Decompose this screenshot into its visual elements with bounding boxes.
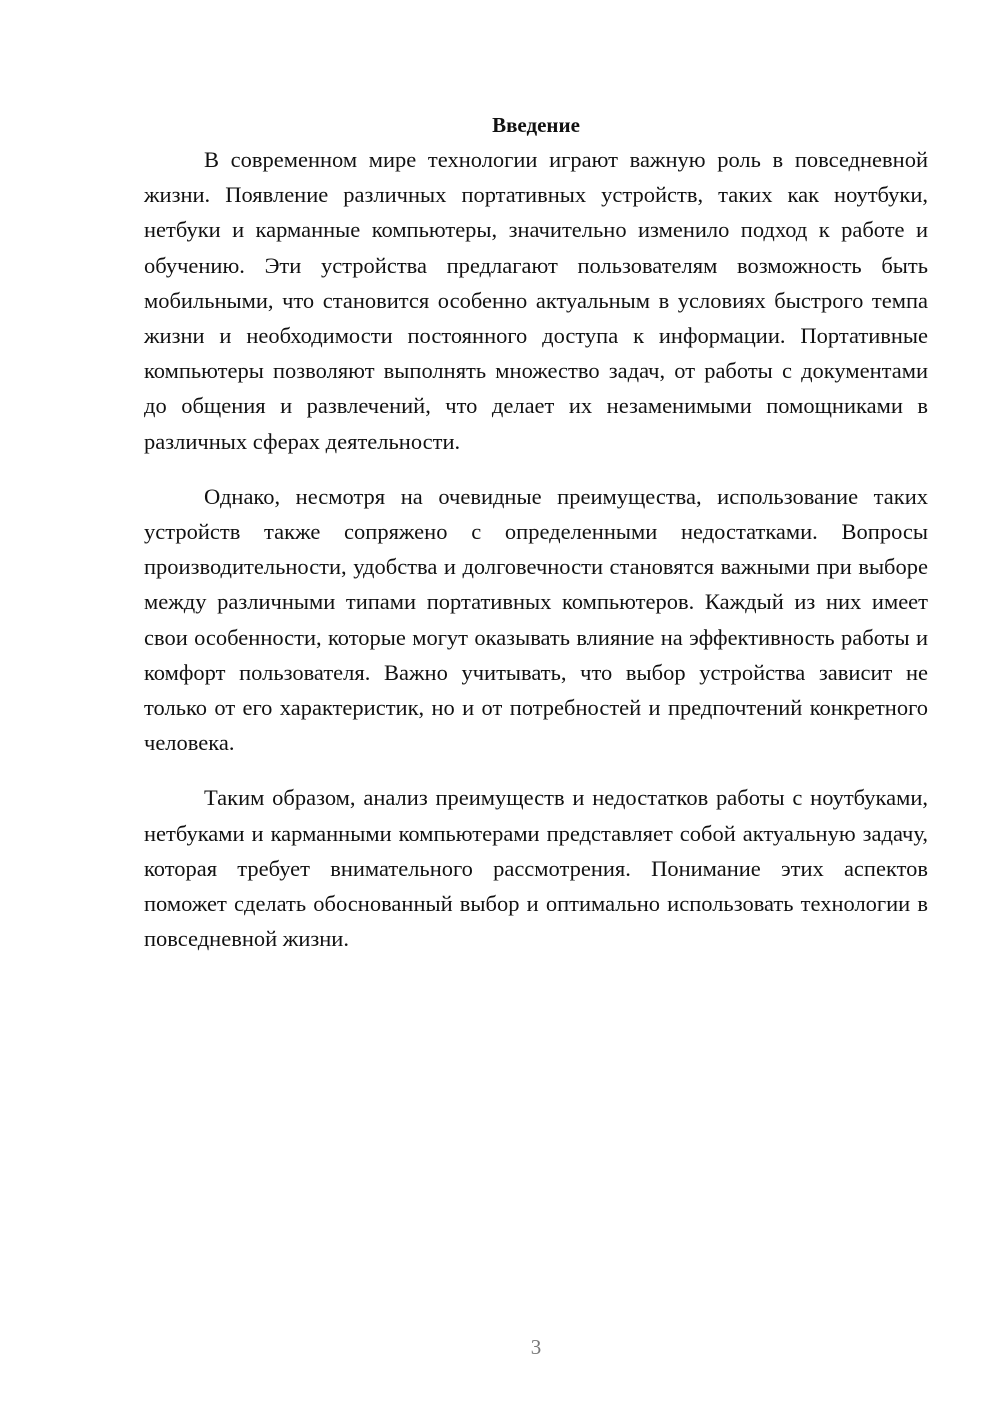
page-number: 3 [530,1335,542,1359]
section-title: Введение [492,113,580,138]
body-text [144,142,928,976]
paragraph-1: В современном мире технологии играют важную роль в повседневной жизни. Появление различных портативных устройств, таких как ноутбуки, нетбуки и карманные компьютеры, значительно изменило подход к работе и обучению. Эти устройства предлагают пользователям возможность быть мобильными, что становится особенно актуальным в условиях быстрого темпа жизни и необходимости постоянного доступа к информации. Портативные компьютеры позволяют выполнять множество задач, от работы с документами до общения и развлечений, что делает их незаменимыми помощниками в различных сферах деятельности. [144,147,928,454]
paragraph-2: Однако, несмотря на очевидные преимущества, использование таких устройств также сопряжено с определенными недостатками. Вопросы производительности, удобства и долговечности становятся важными при выборе между различными типами портативных компьютеров. Каждый из них имеет свои особенности, которые могут оказывать влияние на эффективность работы и комфорт пользователя. Важно учитывать, что выбор устройства зависит не только от его характеристик, но и от потребностей и предпочтений конкретного человека. [144,483,928,756]
paragraph-3: Таким образом, анализ преимуществ и недостатков работы с ноутбуками, нетбуками и карманными компьютерами представляет собой актуальную задачу, которая требует внимательного рассмотрения. Понимание этих аспектов поможет сделать обоснованный выбор и оптимально использовать технологии в повседневной жизни. [144,785,928,952]
